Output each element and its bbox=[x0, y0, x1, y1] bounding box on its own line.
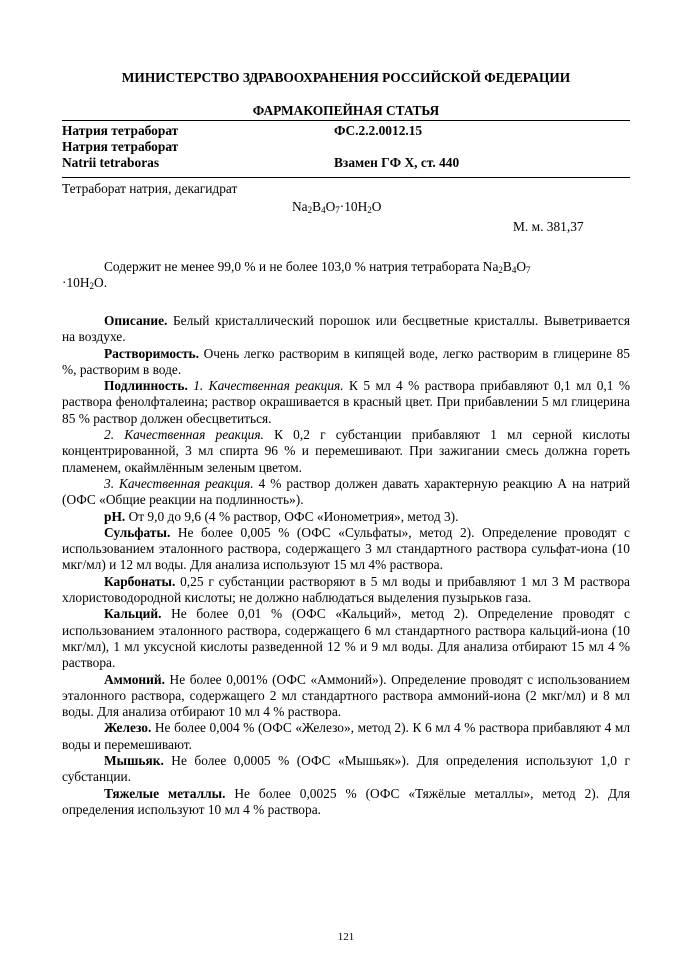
page-number: 121 bbox=[337, 931, 355, 943]
sulfates-heading: Сульфаты. bbox=[104, 524, 171, 540]
description-paragraph: Описание. Белый кристаллический порошок или бесцветные кристаллы. Выветривается на воздухе. bbox=[62, 313, 630, 345]
heavy-metals-paragraph: Тяжелые металлы. Не более 0,0025 % (ОФС «Тяжёлые металлы», метод 2). Для определения используют 10 мл 4 % раствора. bbox=[62, 785, 630, 817]
monograph-body bbox=[62, 313, 630, 818]
carbonates-paragraph: Карбонаты. 0,25 г субстанции растворяют в 5 мл воды и прибавляют 1 мл 3 М раствора хлористоводородной кислоты; не должно наблюдаться выделения пузырьков газа. bbox=[62, 573, 630, 606]
arsenic-paragraph: Мышьяк. Не более 0,0005 % (ОФС «Мышьяк»). Для определения используют 1,0 г субстанции. bbox=[62, 753, 630, 785]
content-statement-line2: $\cdot 10H_2O$. bbox=[62, 275, 108, 291]
ministry-heading: МИНИСТЕРСТВО ЗДРАВООХРАНЕНИЯ РОССИЙСКОЙ ФЕДЕРАЦИИ bbox=[121, 70, 571, 85]
document-type-heading: ФАРМАКОПЕЙНАЯ СТАТЬЯ bbox=[252, 103, 440, 118]
substance-name-latin: Natrii tetraboras bbox=[62, 155, 160, 170]
header-bottom-rule bbox=[62, 177, 630, 178]
iron-heading: Железо. bbox=[104, 720, 152, 736]
substance-name-ru: Натрия тетраборат bbox=[62, 123, 179, 138]
header-row-3 bbox=[62, 155, 630, 171]
solubility-heading: Растворимость. bbox=[104, 345, 199, 361]
ammonium-heading: Аммоний. bbox=[104, 671, 165, 687]
ph-paragraph: pH. От 9,0 до 9,6 (4 % раствор, ОФС «Ионометрия», метод 3). bbox=[104, 508, 459, 524]
identity-heading: Подлинность. bbox=[104, 378, 188, 394]
molar-mass: М. м. 381,37 bbox=[513, 219, 584, 234]
identity-paragraph-3: 3. Качественная реакция. 4 % раствор должен давать характерную реакцию А на натрий (ОФС «Общие реакции на подлинность»). bbox=[62, 475, 631, 508]
substance-name-ru-2: Натрия тетраборат bbox=[62, 139, 179, 154]
header-top-rule bbox=[62, 120, 630, 121]
sulfates-paragraph: Сульфаты. Не более 0,005 % (ОФС «Сульфаты», метод 2). Определение проводят с использованием эталонного раствора, содержащего 3 мл стандартного раствора сульфат-иона (10 мкг/мл) и 12 мл воды. Для анализа используют 15 мл 4% раствора. bbox=[62, 524, 630, 573]
solubility-paragraph: Растворимость. Очень легко растворим в кипящей воде, легко растворим в глицерине 85 %, растворим в воде. bbox=[62, 345, 630, 377]
arsenic-heading: Мышьяк. bbox=[104, 753, 164, 769]
heavy-metals-heading: Тяжелые металлы. bbox=[104, 785, 226, 801]
calcium-heading: Кальций. bbox=[104, 606, 162, 622]
replaces-reference: Взамен ГФ Х, ст. 440 bbox=[334, 155, 460, 170]
description-heading: Описание. bbox=[104, 313, 168, 328]
calcium-paragraph: Кальций. Не более 0,01 % (ОФС «Кальций», метод 2). Определение проводят с использованием эталонного раствора, содержащего 6 мл стандартного раствора кальций-иона (10 мкг/мл), 1 мл уксусной кислоты разведенной 12 % и 9 мл воды. Для анализа отбирают 15 мл 4 % раствора. bbox=[62, 606, 630, 671]
identity-paragraph-2: 2. Качественная реакция. К 0,2 г субстанции прибавляют 1 мл серной кислоты концентрированной, 3 мл спирта 96 % и перемешивают. При зажигании смесь должна гореть пламенем, окаймлённым зеленым цветом. bbox=[62, 427, 630, 475]
ph-heading: pH. bbox=[104, 508, 126, 524]
substance-synonym: Тетраборат натрия, декагидрат bbox=[62, 181, 238, 196]
header-row-2 bbox=[62, 139, 630, 155]
monograph-code: ФС.2.2.0012.15 bbox=[334, 123, 423, 138]
header-row-1 bbox=[62, 123, 630, 139]
identity-paragraph-1: Подлинность. 1. Качественная реакция. К 5 мл 4 % раствора прибавляют 0,1 мл 0,1 % раствора фенолфталеина; раствор окрашивается в красный цвет. При прибавлении 5 мл глицерина 85 % раствор должен обесцветиться. bbox=[62, 378, 630, 426]
ammonium-paragraph: Аммоний. Не более 0,001% (ОФС «Аммоний»). Определение проводят с использованием эталонного раствора, содержащего 2 мл стандартного раствора аммоний-иона (2 мкг/мл) и 8 мл воды. Для анализа отбирают 10 мл 4 % раствора. bbox=[62, 671, 630, 720]
content-statement-line1: Содержит не менее 99,0 % и не более 103,0 % натрия тетрабората $Na_2B_4O_7$ bbox=[104, 259, 531, 275]
chemical-formula: $Na_2B_4O_7\cdot 10H_2O$ bbox=[292, 199, 382, 215]
iron-paragraph: Железо. Не более 0,004 % (ОФС «Железо», метод 2). К 6 мл 4 % раствора прибавляют 4 мл воды и перемешивают. bbox=[62, 720, 630, 752]
carbonates-heading: Карбонаты. bbox=[104, 573, 176, 589]
